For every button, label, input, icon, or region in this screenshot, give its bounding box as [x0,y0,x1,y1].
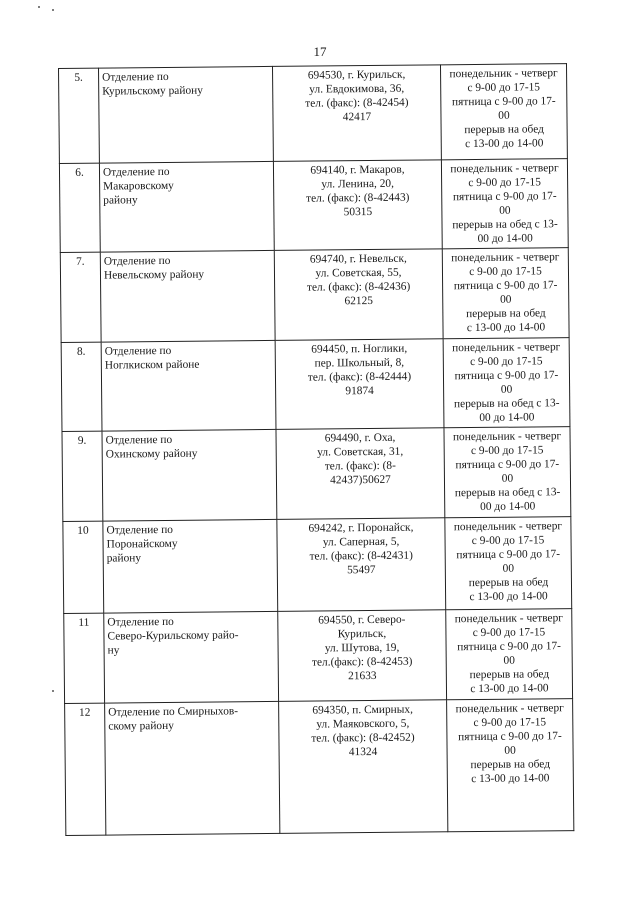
table-row [63,517,572,614]
table-row [65,699,574,836]
working-hours-cell: понедельник - четверг с 9-00 до 17-15 пятница с 9-00 до 17- 00 перерыв на обед с 13- 00 до 14-00 [444,427,571,518]
working-hours-cell: понедельник - четверг с 9-00 до 17-15 пятница с 9-00 до 17- 00 перерыв на обед с 13- 00 до 14-00 [443,338,570,428]
table-row [59,159,568,253]
address-cell: 694242, г. Поронайск, ул. Саперная, 5, тел. (факс): (8-42431) 55497 [277,518,446,612]
department-name: Отделение по Охинскому району [102,429,277,521]
row-number: 8. [61,342,102,431]
department-name: Отделение по Невельскому району [100,250,275,342]
working-hours-cell: понедельник - четверг с 9-00 до 17-15 пятница с 9-00 до 17- 00 перерыв на обед с 13-00 до 14-00 [447,699,574,832]
table-row [64,609,573,704]
address-cell: 694740, г. Невельск, ул. Советская, 55, тел. (факс): (8-42436) 62125 [274,249,443,341]
table-row [62,427,571,522]
department-name: Отделение по Смирныхов- скому району [105,701,280,835]
address-cell: 694550, г. Северо- Курильск, ул. Шутова, 19, тел.(факс): (8-42453) 21633 [278,610,447,702]
department-name: Отделение по Курильскому району [99,66,274,163]
scan-speck [38,6,40,8]
row-number: 5. [59,68,100,163]
address-cell: 694490, г. Оха, ул. Советская, 31, тел. (факс): (8- 42437)50627 [276,428,445,520]
table-row [60,248,569,343]
address-cell: 694350, п. Смирных, ул. Маяковского, 5, тел. (факс): (8-42452) 41324 [279,700,448,834]
working-hours-cell: понедельник - четверг с 9-00 до 17-15 пятница с 9-00 до 17- 00 перерыв на обед с 13-00 до 14-00 [442,248,569,339]
department-name: Отделение по Ноглкиском районе [101,340,276,431]
department-name: Отделение по Поронайскому району [103,519,278,613]
table-row [59,64,568,164]
row-number: 10 [63,521,104,613]
working-hours-cell: понедельник - четверг с 9-00 до 17-15 пятница с 9-00 до 17- 00 перерыв на обед с 13- 00 до 14-00 [441,159,568,249]
working-hours-cell: понедельник - четверг с 9-00 до 17-15 пятница с 9-00 до 17- 00 перерыв на обед с 13-00 до 14-00 [445,517,572,610]
department-name: Отделение по Макаровскому району [99,161,274,252]
department-name: Отделение по Северо-Курильскому райо- ну [104,611,279,703]
row-number: 7. [60,252,101,342]
offices-table [58,63,574,836]
row-number: 11 [64,613,105,703]
page-number: 17 [313,44,327,59]
scan-speck [52,9,54,11]
working-hours-cell: понедельник - четверг с 9-00 до 17-15 пятница с 9-00 до 17- 00 перерыв на обед с 13-00 до 14-00 [440,64,567,160]
address-cell: 694530, г. Курильск, ул. Евдокимова, 36, тел. (факс): (8-42454) 42417 [272,65,441,162]
row-number: 12 [65,703,106,835]
row-number: 6. [59,163,100,252]
working-hours-cell: понедельник - четверг с 9-00 до 17-15 пятница с 9-00 до 17- 00 перерыв на обед с 13-00 до 14-00 [446,609,573,700]
scan-speck [52,690,54,692]
row-number: 9. [62,431,103,521]
address-cell: 694450, п. Ноглики, пер. Школьный, 8, тел. (факс): (8-42444) 91874 [275,339,444,430]
address-cell: 694140, г. Макаров, ул. Ленина, 20, тел. (факс): (8-42443) 50315 [273,160,442,251]
table-row [61,338,570,432]
